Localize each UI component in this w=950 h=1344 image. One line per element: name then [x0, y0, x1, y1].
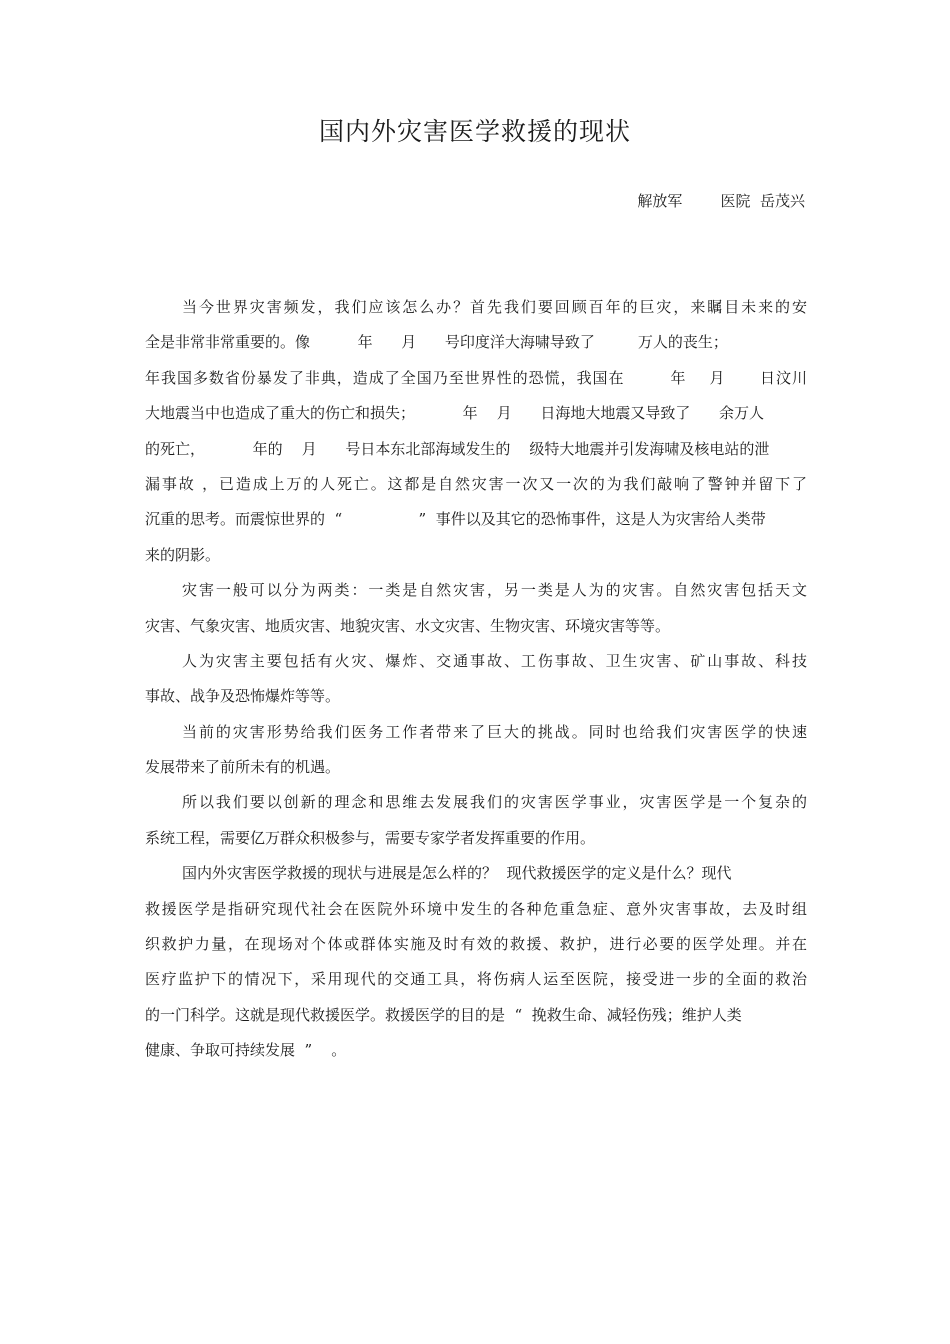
text-line: 的死亡， 年的 月 号日本东北部海域发生的 级特大地震并引发海啸及核电站的泄 — [145, 439, 770, 458]
text-line: 发展带来了前所未有的机遇。 — [145, 758, 341, 777]
text-line: 当今世界灾害频发，我们应该怎么办？首先我们要回顾百年的巨灾，来瞩目未来的安 — [182, 298, 807, 316]
text-line: 的一门科学。这就是现代救援医学。救援医学的目的是 “ 挽救生命、减轻伤残；维护人类 — [145, 1005, 742, 1024]
text-line: 当前的灾害形势给我们医务工作者带来了巨大的挑战。同时也给我们灾害医学的快速 — [182, 722, 807, 741]
text-line: 健康、争取可持续发展 ” 。 — [145, 1041, 347, 1060]
author-byline: 解放军 医院 岳茂兴 — [637, 192, 805, 210]
text-line: 沉重的思考。而震惊世界的 “ ” 事件以及其它的恐怖事件，这是人为灾害给人类带 — [145, 510, 766, 529]
text-line: 织救护力量，在现场对个体或群体实施及时有效的救援、救护，进行必要的医学处理。并在 — [145, 935, 807, 954]
text-line: 所以我们要以创新的理念和思维去发展我们的灾害医学事业，灾害医学是一个复杂的 — [182, 793, 807, 812]
text-line: 救援医学是指研究现代社会在医院外环境中发生的各种危重急症、意外灾害事故，去及时组 — [145, 899, 807, 918]
text-line: 人为灾害主要包括有火灾、爆炸、交通事故、工伤事故、卫生灾害、矿山事故、科技 — [182, 651, 807, 670]
text-line: 事故、战争及恐怖爆炸等等。 — [145, 687, 341, 706]
text-line: 灾害一般可以分为两类：一类是自然灾害，另一类是人为的灾害。自然灾害包括天文 — [182, 581, 807, 600]
text-line: 医疗监护下的情况下，采用现代的交通工具，将伤病人运至医院，接受进一步的全面的救治 — [145, 970, 807, 989]
text-line: 全是非常非常重要的。像 年 月 号印度洋大海啸导致了 万人的丧生； — [145, 333, 728, 352]
text-line: 漏事故 ，已造成上万的人死亡。这都是自然灾害一次又一次的为我们敲响了警钟并留下了 — [145, 474, 807, 493]
text-line: 国内外灾害医学救援的现状与进展是怎么样的？ 现代救援医学的定义是什么？现代 — [182, 864, 732, 883]
text-line: 大地震当中也造成了重大的伤亡和损失； 年 月 日海地大地震又导致了 余万人 — [145, 404, 764, 423]
text-line: 系统工程，需要亿万群众积极参与，需要专家学者发挥重要的作用。 — [145, 828, 596, 847]
document-body — [145, 290, 807, 1069]
document-title: 国内外灾害医学救援的现状 — [318, 117, 631, 146]
text-line: 年我国多数省份暴发了非典，造成了全国乃至世界性的恐慌，我国在 年 月 日汶川 — [145, 368, 807, 387]
text-line: 灾害、气象灾害、地质灾害、地貌灾害、水文灾害、生物灾害、环境灾害等等。 — [145, 616, 671, 635]
text-line: 来的阴影。 — [145, 545, 221, 564]
